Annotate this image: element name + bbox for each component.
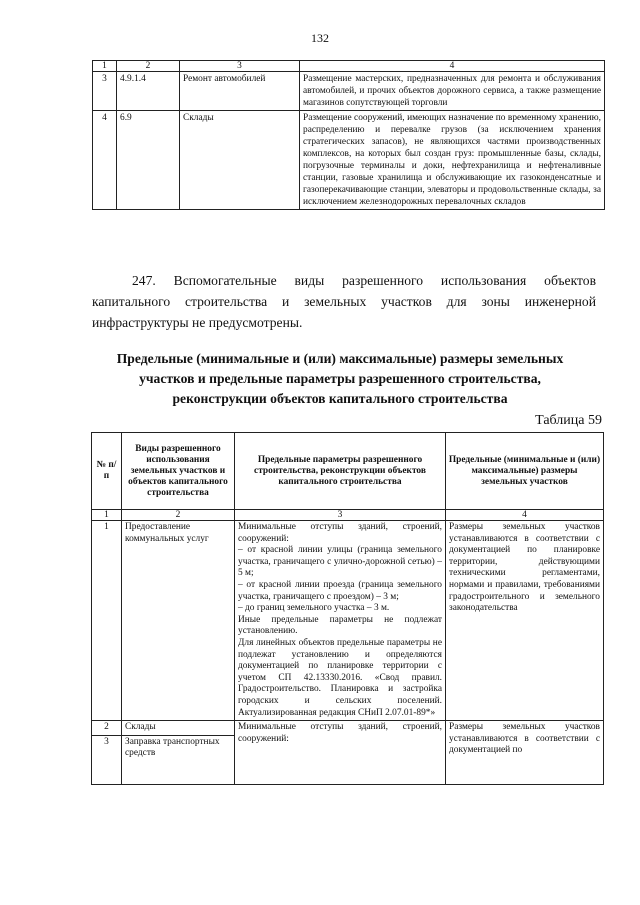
row-number: 2 — [92, 721, 122, 736]
column-number: 1 — [93, 61, 117, 72]
use-kind: Склады — [122, 721, 235, 736]
page-number: 132 — [311, 31, 329, 45]
header-row — [92, 433, 604, 510]
column-number: 2 — [122, 510, 235, 521]
use-name: Ремонт автомобилей — [180, 72, 300, 111]
params-line: Минимальные отступы зданий, строений, сооружений: — [238, 522, 442, 544]
column-number: 2 — [117, 61, 180, 72]
use-name: Склады — [180, 111, 300, 210]
column-number: 1 — [92, 510, 122, 521]
header-kind: Виды разрешенного использования земельных участков и объектов капитального строительства — [122, 433, 235, 510]
header-sizes: Предельные (минимальные и (или) максимальные) размеры земельных участков — [446, 433, 604, 510]
params-line: – до границ земельного участка – 3 м. — [238, 603, 390, 614]
paragraph-247: 247. Вспомогательные виды разрешенного использования объектов капитального строительства и земельных участков для зоны инженерной инфраструктуры не предусмотрены. — [92, 273, 596, 330]
row-number: 4 — [93, 111, 117, 210]
table-caption: Таблица 59 — [535, 413, 602, 428]
table-row — [92, 721, 604, 736]
column-number: 3 — [235, 510, 446, 521]
row-number: 3 — [93, 72, 117, 111]
sizes-cell: Размеры земельных участков устанавливаются в соответствии с документацией по — [446, 721, 604, 785]
params-line: Иные предельные параметры не подлежат установлению. — [238, 614, 442, 637]
section-heading — [60, 349, 620, 409]
top-table — [92, 60, 605, 210]
use-kind: Предоставление коммунальных услуг — [122, 521, 235, 721]
use-code: 4.9.1.4 — [117, 72, 180, 111]
header-no: № п/п — [92, 433, 122, 510]
table-row — [92, 521, 604, 721]
use-code: 6.9 — [117, 111, 180, 210]
header-params: Предельные параметры разрешенного строительства, реконструкции объектов капитального строительства — [235, 433, 446, 510]
sizes-cell: Размеры земельных участков устанавливаются в соответствии с документацией по планировке территории, действующими техническими регламентами, нормами и правилами, требованиями градостроительного и земельного законодательства — [446, 521, 604, 721]
params-line: – от красной линии улицы (граница земельного участка, граничащего с улично-дорожной сетью) – 5 м; — [238, 545, 442, 579]
use-kind: Заправка транспортных средств — [122, 735, 235, 784]
column-number-row — [93, 61, 605, 72]
heading-line: реконструкции объектов капитального строительства — [172, 391, 508, 406]
table-row — [93, 72, 605, 111]
column-number: 3 — [180, 61, 300, 72]
params-cell — [235, 521, 446, 721]
row-number: 1 — [92, 521, 122, 721]
column-number: 4 — [446, 510, 604, 521]
use-description: Размещение мастерских, предназначенных для ремонта и обслуживания автомобилей, и прочих объектов дорожного сервиса, а также размещение магазинов сопутствующей торговли — [300, 72, 605, 111]
params-line: – от красной линии проезда (граница земельного участка, граничащего с проездом) – 3 м; — [238, 579, 442, 602]
params-cell: Минимальные отступы зданий, строений, сооружений: — [235, 721, 446, 785]
heading-line: Предельные (минимальные и (или) максимальные) размеры земельных — [116, 351, 564, 366]
use-description: Размещение сооружений, имеющих назначение по временному хранению, распределению и перевалке грузов (за исключением хранения стратегических запасов), не являющихся частями производственных комплексов, на которых был создан груз: промышленные базы, склады, погрузочные терминалы и доки, нефтехранилища и нефтеналивные станции, газовые хранилища и обслуживающие их газоконденсатные и газоперекачивающие станции, элеваторы и продовольственные склады, за исключением железнодорожных перевалочных складов — [300, 111, 605, 210]
table-row — [93, 111, 605, 210]
row-number: 3 — [92, 735, 122, 784]
column-number: 4 — [300, 61, 605, 72]
heading-line: участков и предельные параметры разрешенного строительства, — [139, 371, 541, 386]
column-number-row — [92, 510, 604, 521]
params-line: Для линейных объектов предельные параметры не подлежат установлению и определяются документацией по планировке территории с учетом СП 42.13330.2016. «Свод правил. Градостроительство. Планировка и застройка городских и сельских поселений. Актуализированная редакция СНиП 2.07.01-89*» — [238, 637, 442, 718]
main-table — [91, 432, 604, 785]
